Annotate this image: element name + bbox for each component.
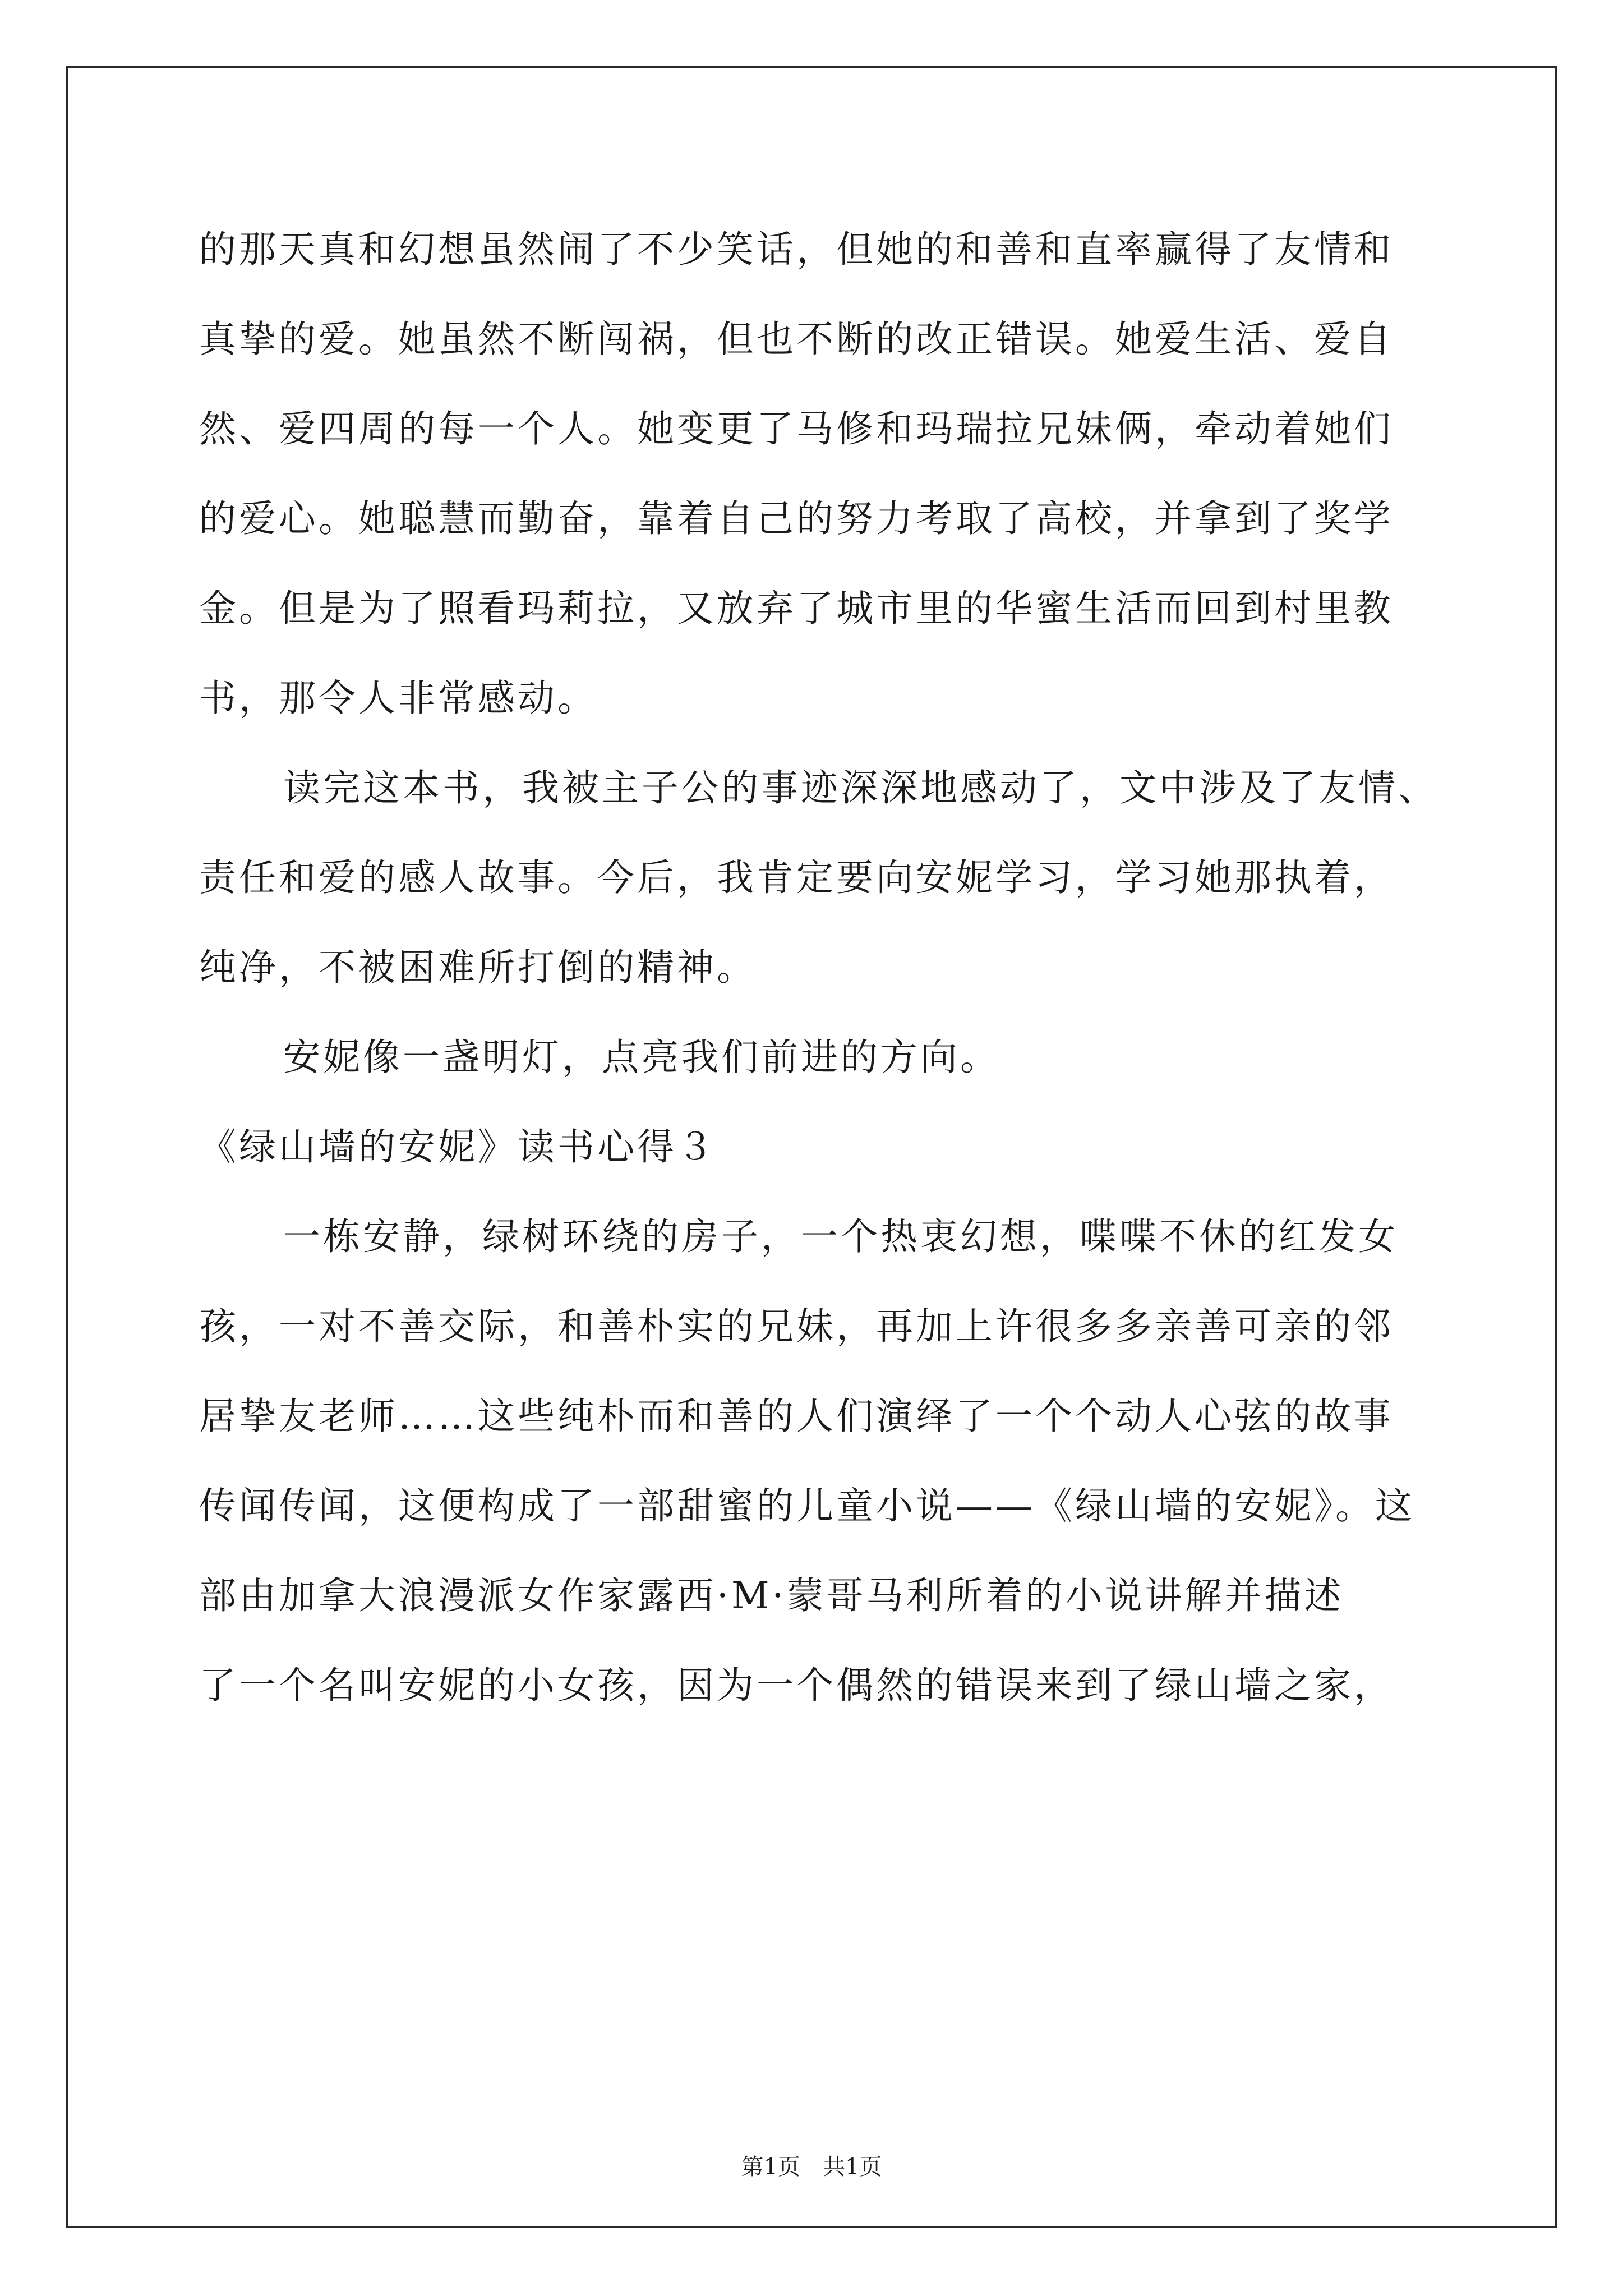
section-heading: 《绿山墙的安妮》读书心得３ bbox=[199, 1125, 717, 1168]
paragraph-line: 读完这本书，我被主子公的事迹深深地感动了，文中涉及了友情、 bbox=[283, 766, 1438, 809]
paragraph-line: 安妮像一盏明灯，点亮我们前进的方向。 bbox=[283, 1036, 1000, 1079]
paragraph-line: 然、爱四周的每一个人。她变更了马修和玛瑞拉兄妹俩，牵动着她们 bbox=[199, 407, 1394, 450]
paragraph-line: 责任和爱的感人故事。今后，我肯定要向安妮学习，学习她那执着， bbox=[199, 856, 1394, 899]
paragraph-line: 部由加拿大浪漫派女作家露西·M·蒙哥马利所着的小说讲解并描述 bbox=[199, 1574, 1344, 1617]
paragraph-line: 的爱心。她聪慧而勤奋，靠着自己的努力考取了高校，并拿到了奖学 bbox=[199, 497, 1394, 540]
paragraph-line: 金。但是为了照看玛莉拉，又放弃了城市里的华蜜生活而回到村里教 bbox=[199, 587, 1394, 630]
paragraph-line: 传闻传闻，这便构成了一部甜蜜的儿童小说——《绿山墙的安妮》。这 bbox=[199, 1484, 1415, 1527]
paragraph-line: 居挚友老师……这些纯朴而和善的人们演绎了一个个动人心弦的故事 bbox=[199, 1395, 1394, 1438]
paragraph-line: 一栋安静，绿树环绕的房子，一个热衷幻想，喋喋不休的红发女 bbox=[283, 1215, 1398, 1258]
paragraph-line: 的那天真和幻想虽然闹了不少笑话，但她的和善和直率赢得了友情和 bbox=[199, 228, 1394, 271]
paragraph-line: 孩，一对不善交际，和善朴实的兄妹，再加上许很多多亲善可亲的邻 bbox=[199, 1305, 1394, 1348]
paragraph-line: 真挚的爱。她虽然不断闯祸，但也不断的改正错误。她爱生活、爱自 bbox=[199, 318, 1394, 361]
paragraph-line: 纯净，不被困难所打倒的精神。 bbox=[199, 946, 757, 989]
paragraph-line: 书，那令人非常感动。 bbox=[199, 677, 597, 720]
page-number-footer: 第1页 共1页 bbox=[741, 2154, 882, 2180]
paragraph-line: 了一个名叫安妮的小女孩，因为一个偶然的错误来到了绿山墙之家， bbox=[199, 1664, 1394, 1707]
